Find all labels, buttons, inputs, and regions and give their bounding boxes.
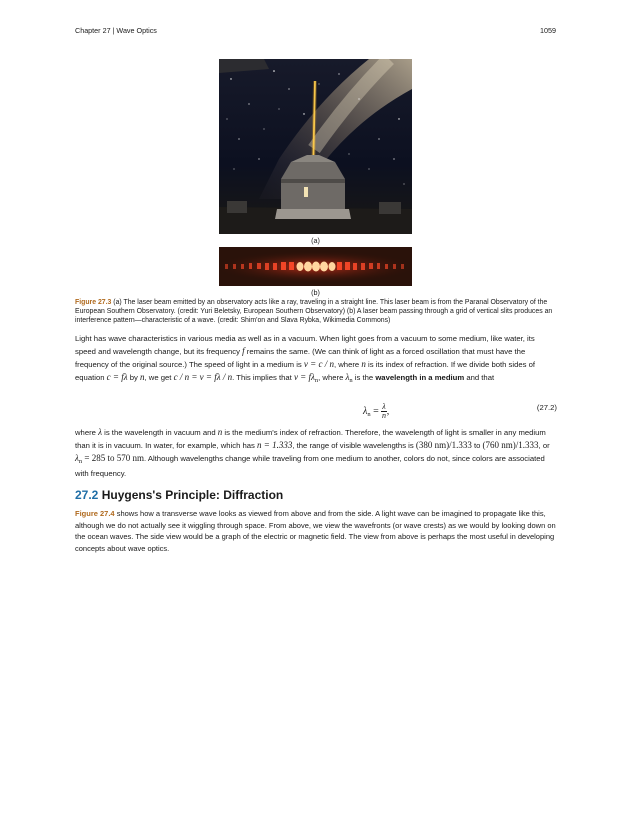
text-run: . Although wavelengths change while traveling from one medium to another, colors do not, since colors are associated with frequency. [75,454,545,478]
eq-denominator: n [381,411,386,420]
text-run: by [127,373,141,382]
text-run: where [75,428,99,437]
text-run: is the [352,373,376,382]
eq-subscript-n: n [367,410,371,418]
section-number: 27.2 [75,488,99,502]
eq-numerator: λ [382,402,386,411]
math-lambda: λ [98,427,102,437]
math-380nm-over-1333: (380 nm)/1.333 [415,440,472,450]
text-run: , where [318,373,346,382]
text-run: , the range of visible wavelengths is [292,441,416,450]
text-run: , we get [144,373,174,382]
figure-27-4-link[interactable]: Figure 27.4 [75,509,115,518]
text-run: to [471,441,483,450]
math-subscript-n: n [78,458,83,465]
paragraph-transverse-wave [75,508,557,554]
math-v-equals-c-over-n: v = c / n [303,359,334,369]
text-run: is the medium's index of refraction. Therefore, the wavelength of light is smaller in any medium than it is in vacuum. In water, for example, which has [75,428,546,450]
eq-comma: , [386,405,390,417]
running-header-chapter: Chapter 27 | Wave Optics [75,26,157,35]
equation-number: (27.2) [536,403,557,412]
interference-pattern-photo [219,247,412,286]
text-run: remains the same. (We can think of light as a forced oscillation that must have the frequency of the original source.) The speed of light in a medium is [75,347,526,369]
text-run: Light has wave characteristics in various media as well as in a vacuum. When light goes from a vacuum to some medium, like water, its speed and wavelength change, but its frequency [75,334,535,356]
math-lambda: λ [75,453,79,463]
math-c-over-n-chain: c / n = v = fλ / n [173,372,233,382]
math-subscript-n: n [314,377,319,384]
text-run: , where [333,360,362,369]
math-n: n [140,372,145,382]
equation-27-2 [75,401,557,423]
term-wavelength-in-medium: wavelength in a medium [375,373,465,382]
math-n: n [217,427,223,437]
text-run: is the wavelength in vacuum and [101,428,218,437]
figure-caption-label: Figure 27.3 [75,299,112,306]
math-v-equals-f-lambda-n: v = fλ [293,372,315,382]
figure-caption-text: (a) The laser beam emitted by an observatory acts like a ray, traveling in a straight line. This laser beam is from the Paranal Observatory of the European Southern Observatory. (credit: Yuri Beletsky, European Southern Observatory) (b) A laser beam passing through a grid of vertical slits produces an interference pattern—characteristic of a wave. (credit: Shim'on and Slava Rybka, Wikimedia Commons) [75,299,553,324]
panel-b-label: (b) [311,288,320,297]
paragraph-wavelength-in-medium [75,333,557,387]
math-c-equals-f-lambda: c = fλ [106,372,128,382]
panel-a-label: (a) [311,236,320,245]
eq-lambda: λ [363,405,368,417]
math-lambda: λ [345,372,350,382]
figure-caption [75,298,557,325]
math-subscript-n: n [349,377,353,384]
math-760nm-over-1333: (760 nm)/1.333 [482,440,539,450]
equation-body [363,403,389,420]
page-number: 1059 [540,26,556,35]
text-run: . This implies that [232,373,294,382]
math-n-equals-1333: n = 1.333 [257,440,293,450]
section-heading [75,488,283,502]
text-run: is its index of refraction. If we divide both sides of equation [75,360,536,382]
text-run: shows how a transverse wave looks as viewed from above and from the side. A light wave can be imagined to propagate like this, although we do not actually see it wiggling through space. From above, we view the wavefronts (or wave crests) as we would by looking down on the ocean waves. The side view would be a graph of the electric or magnetic field. The view from above is perhaps the most useful in developing concepts about wave optics. [75,509,556,553]
text-run: , or [538,441,550,450]
math-n: n [361,359,366,369]
observatory-laser-photo [219,59,412,234]
text-run: and that [464,373,495,382]
math-f: f [242,346,245,356]
math-range-285-570nm: = 285 to 570 nm [82,453,144,463]
section-title: Huygens's Principle: Diffraction [98,488,284,502]
eq-equals: = [370,405,382,417]
paragraph-wavelength-water [75,426,557,480]
